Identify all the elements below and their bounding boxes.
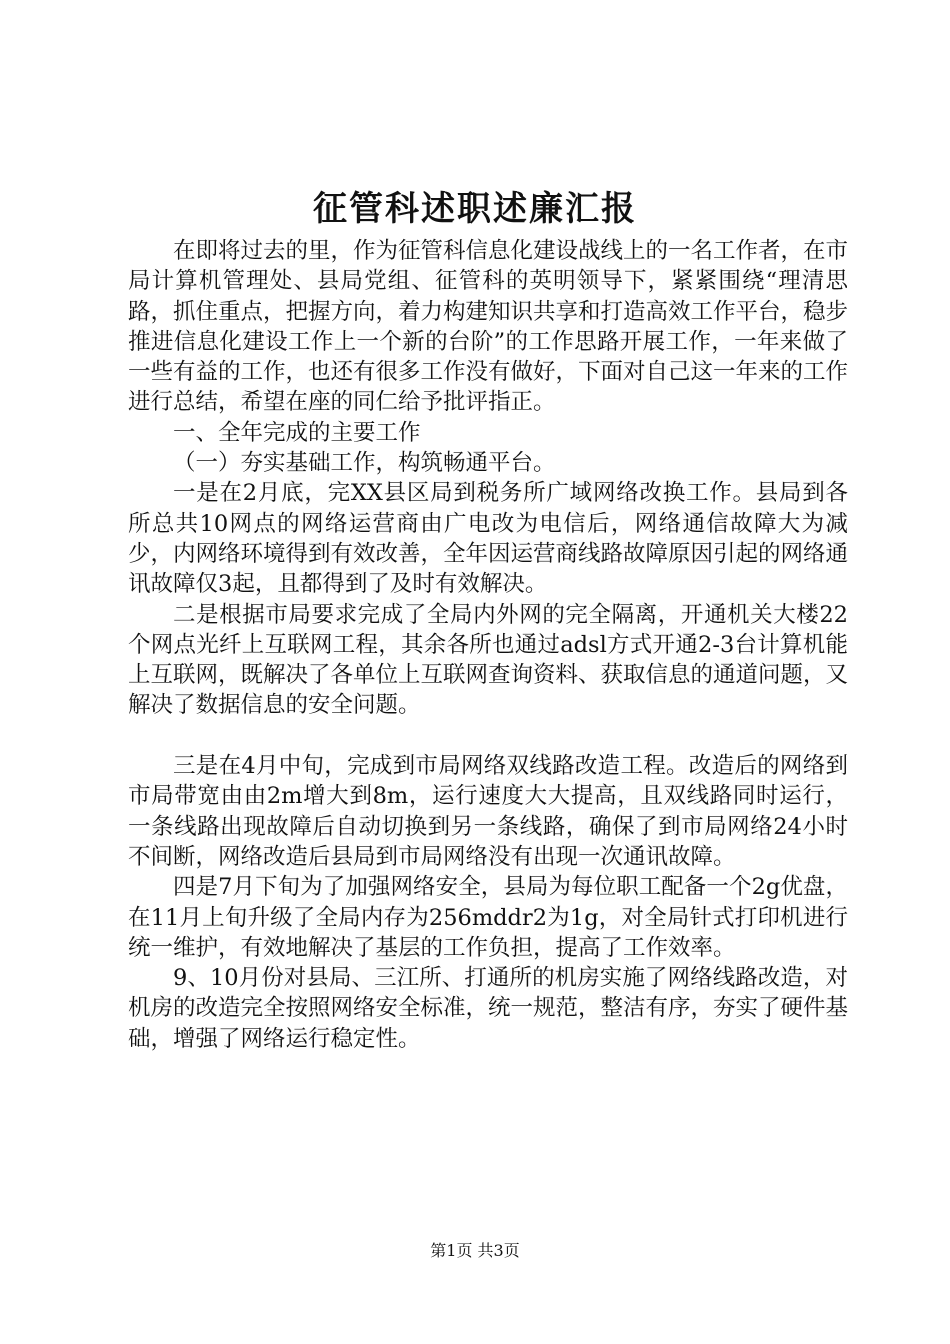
document-title: 征管科述职述廉汇报 bbox=[313, 189, 637, 229]
document-body bbox=[128, 236, 848, 1054]
section-heading: 一、全年完成的主要工作 bbox=[173, 419, 421, 446]
page-footer: 第1页 共3页 bbox=[430, 1241, 520, 1260]
paragraph-item-5: 9、10月份对县局、三江所、打通所的机房实施了网络线路改造，对机房的改造完全按照网络安全标准，统一规范，整洁有序，夯实了硬件基础，增强了网络运行稳定性。 bbox=[128, 965, 849, 1052]
paragraph-item-1: 一是在2月底，完XX县区局到税务所广域网络改换工作。县局到各所总共10网点的网络运营商由广电改为电信后，网络通信故障大为减少，内网络环境得到有效改善，全年因运营商线路故障原因引起的网络通讯故障仅3起，且都得到了及时有效解决。 bbox=[128, 480, 849, 598]
paragraph-item-2: 二是根据市局要求完成了全局内外网的完全隔离，开通机关大楼22个网点光纤上互联网工程，其余各所也通过adsl方式开通2-3台计算机能上互联网，既解决了各单位上互联网查询资料、获取信息的通道问题，又解决了数据信息的安全问题。 bbox=[128, 601, 849, 719]
paragraph-item-4: 四是7月下旬为了加强网络安全，县局为每位职工配备一个2g优盘，在11月上旬升级了全局内存为256mddr2为1g，对全局针式打印机进行统一维护，有效地解决了基层的工作负担，提高了工作效率。 bbox=[128, 874, 848, 961]
blank-line bbox=[128, 721, 848, 751]
subsection-heading: （一）夯实基础工作，构筑畅通平台。 bbox=[173, 450, 556, 477]
paragraph-item-3: 三是在4月中旬，完成到市局网络双线路改造工程。改造后的网络到市局带宽由由2m增大到8m，运行速度大大提高，且双线路同时运行，一条线路出现故障后自动切换到另一条线路，确保了到市局网络24小时不间断，网络改造后县局到市局网络没有出现一次通讯故障。 bbox=[128, 753, 848, 870]
paragraph-intro: 在即将过去的里，作为征管科信息化建设战线上的一名工作者，在市局计算机管理处、县局党组、征管科的英明领导下，紧紧围绕“理清思路，抓住重点，把握方向，着力构建知识共享和打造高效工作平台，稳步推进信息化建设工作上一个新的台阶”的工作思路开展工作，一年来做了一些有益的工作，也还有很多工作没有做好，下面对自己这一年来的工作进行总结，希望在座的同仁给予批评指正。 bbox=[128, 238, 849, 416]
